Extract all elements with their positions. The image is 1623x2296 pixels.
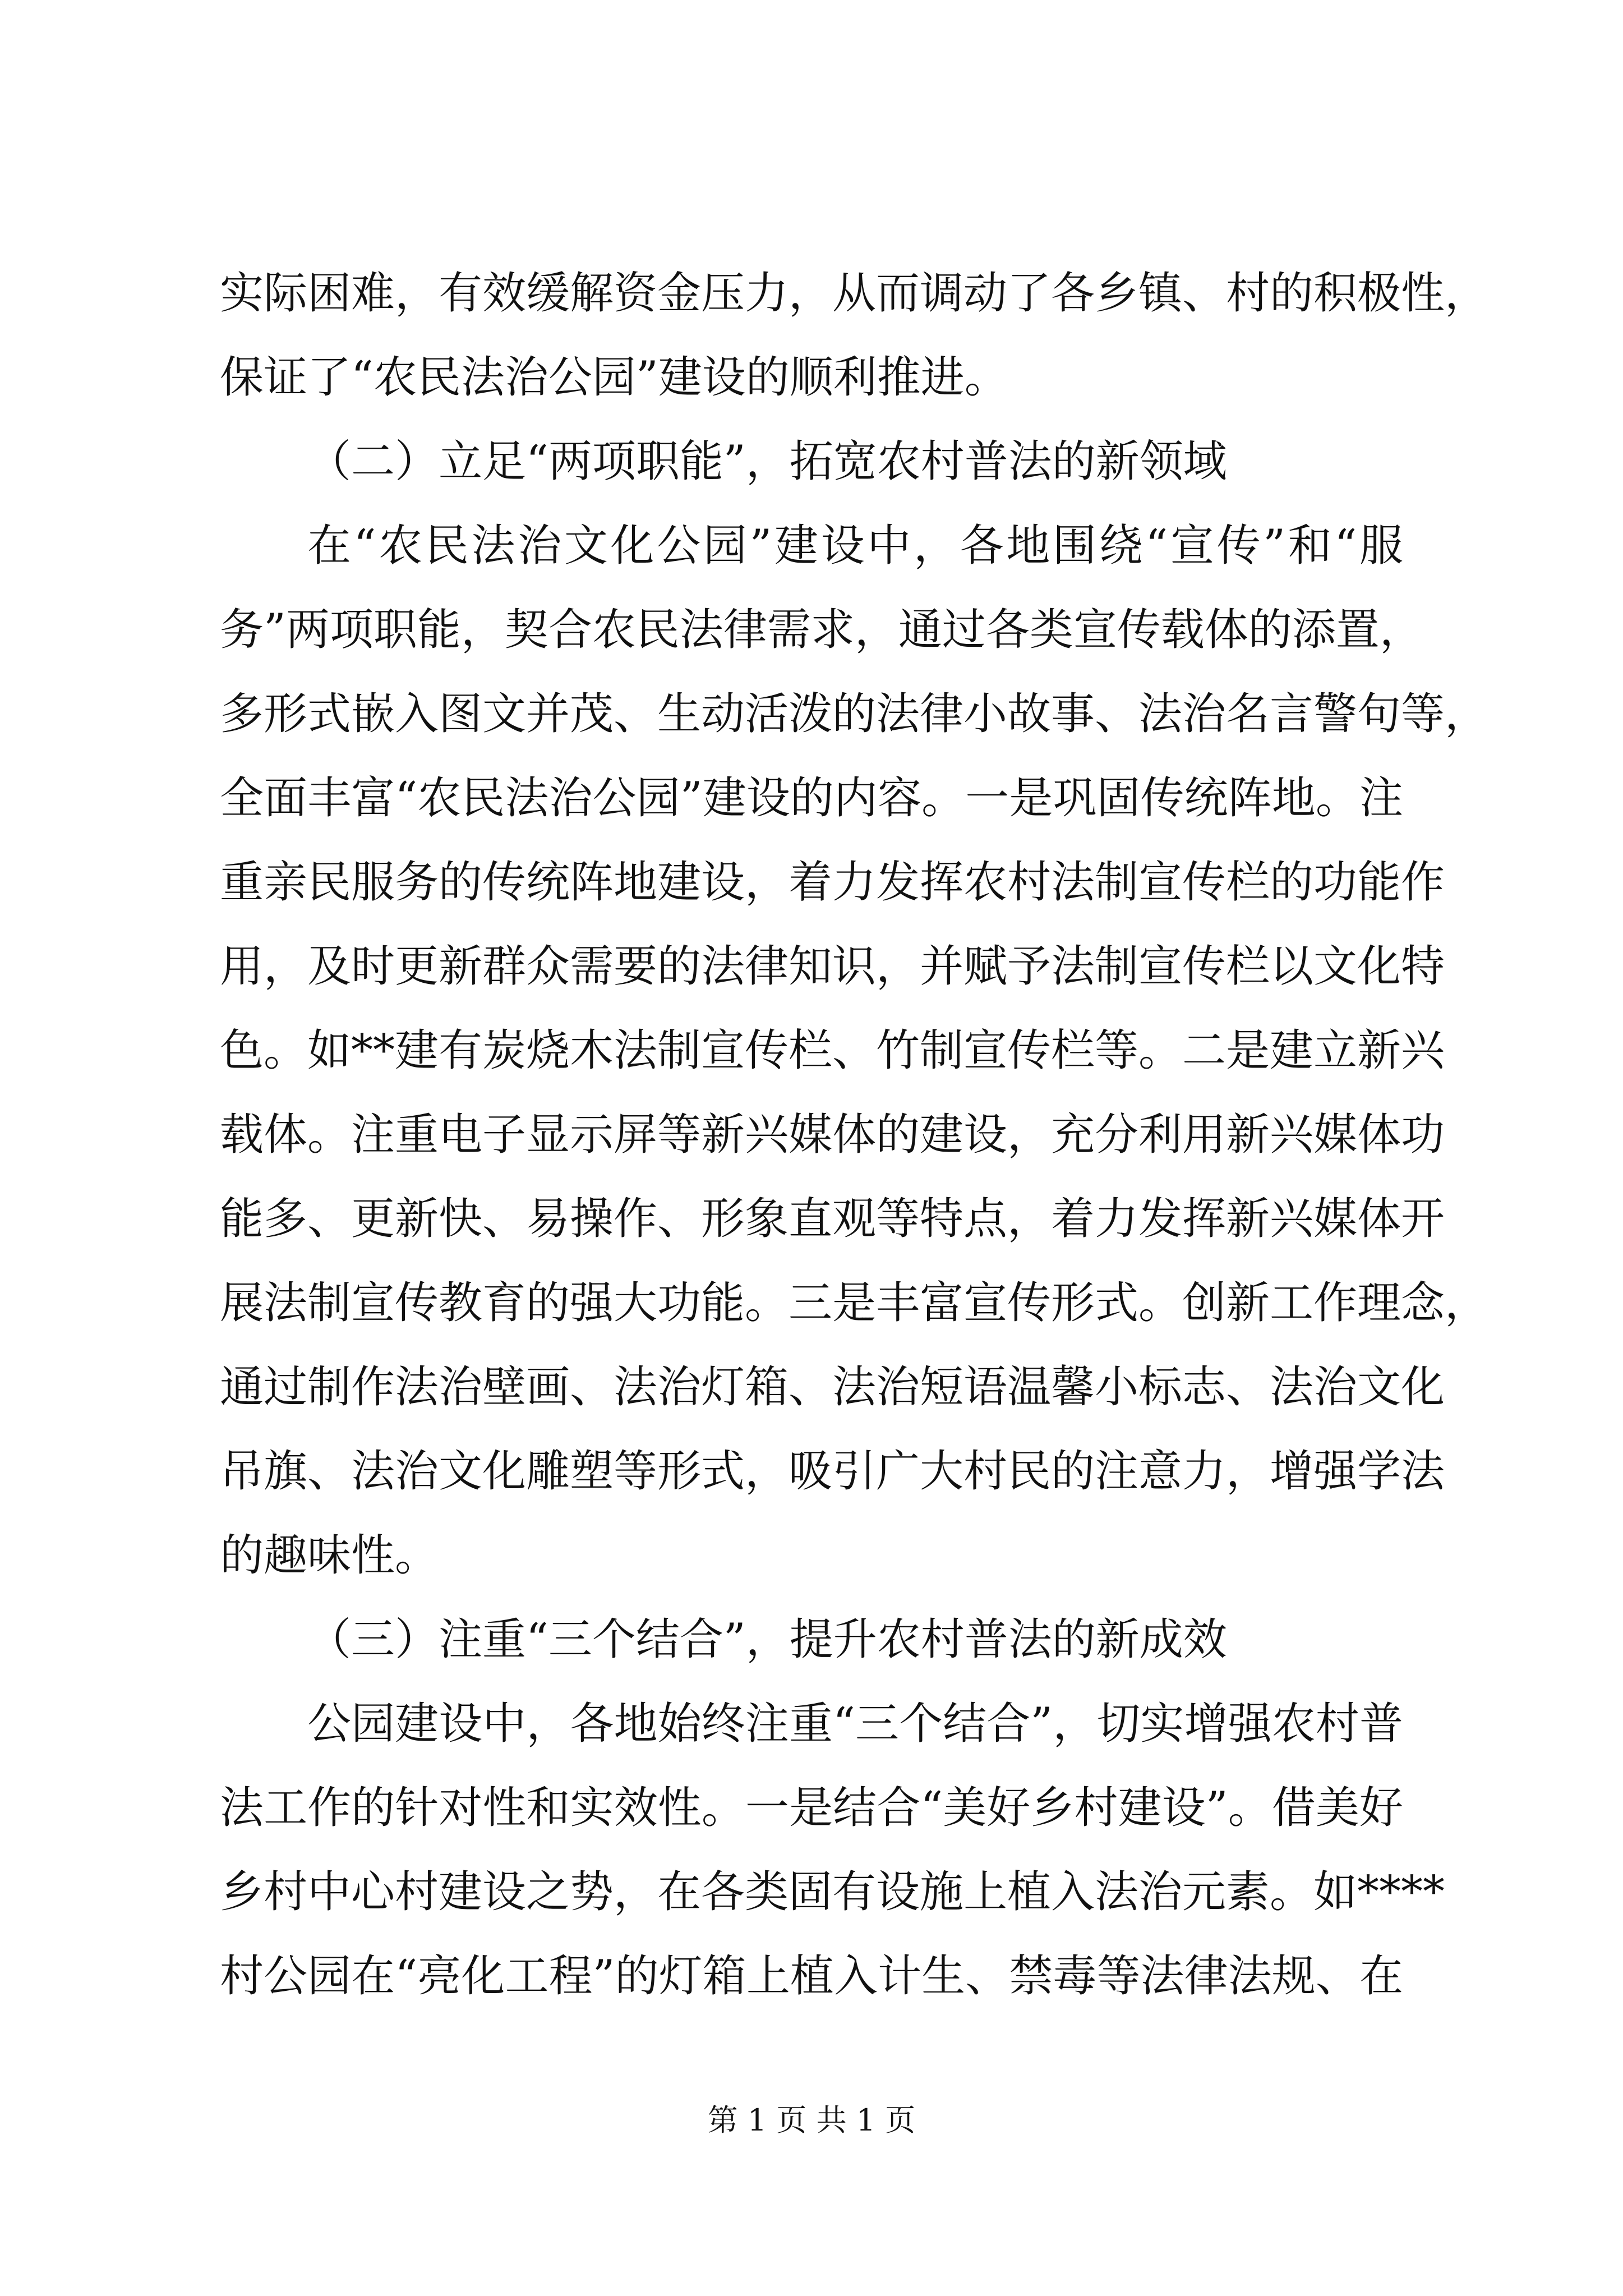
text-line: 村公园在“亮化工程”的灯箱上植入计生、禁毒等法律法规、在	[220, 1951, 1403, 2001]
text-line: 载体。注重电子显示屏等新兴媒体的建设，充分利用新兴媒体功	[220, 1110, 1445, 1160]
text-line: 吊旗、法治文化雕塑等形式，吸引广大村民的注意力，增强学法	[220, 1446, 1445, 1497]
text-line: 保证了“农民法治公园”建设的顺利推进。	[220, 352, 1008, 403]
text-line: 实际困难，有效缓解资金压力，从而调动了各乡镇、村的积极性，	[220, 268, 1489, 319]
text-line: 色。如**建有炭烧木法制宣传栏、竹制宣传栏等。二是建立新兴	[220, 1025, 1445, 1076]
text-line: 的趣味性。	[220, 1530, 439, 1581]
text-line: 公园建设中，各地始终注重“三个结合”，切实增强农村普	[307, 1699, 1403, 1749]
section-heading: （三）注重“三个结合”，提升农村普法的新成效	[307, 1614, 1227, 1665]
text-line: 通过制作法治壁画、法治灯箱、法治短语温馨小标志、法治文化	[220, 1362, 1445, 1412]
text-line: 展法制宣传教育的强大功能。三是丰富宣传形式。创新工作理念，	[220, 1278, 1489, 1328]
text-line: 能多、更新快、易操作、形象直观等特点，着力发挥新兴媒体开	[220, 1194, 1445, 1244]
text-line: 重亲民服务的传统阵地建设，着力发挥农村法制宣传栏的功能作	[220, 857, 1445, 908]
text-line: 多形式嵌入图文并茂、生动活泼的法律小故事、法治名言警句等，	[220, 689, 1489, 739]
page-number-footer: 第 1 页 共 1 页	[707, 2102, 916, 2138]
text-line: 乡村中心村建设之势，在各类固有设施上植入法治元素。如****	[220, 1867, 1445, 1917]
text-line: 全面丰富“农民法治公园”建设的内容。一是巩固传统阵地。注	[220, 773, 1403, 823]
text-line: 在“农民法治文化公园”建设中，各地围绕“宣传”和“服	[307, 521, 1403, 571]
text-line: 用，及时更新群众需要的法律知识，并赋予法制宣传栏以文化特	[220, 941, 1445, 992]
text-line: 法工作的针对性和实效性。一是结合“美好乡村建设”。借美好	[220, 1783, 1403, 1833]
text-line: 务”两项职能，契合农民法律需求，通过各类宣传载体的添置，	[220, 605, 1423, 655]
section-heading: （二）立足“两项职能”，拓宽农村普法的新领域	[307, 436, 1227, 487]
